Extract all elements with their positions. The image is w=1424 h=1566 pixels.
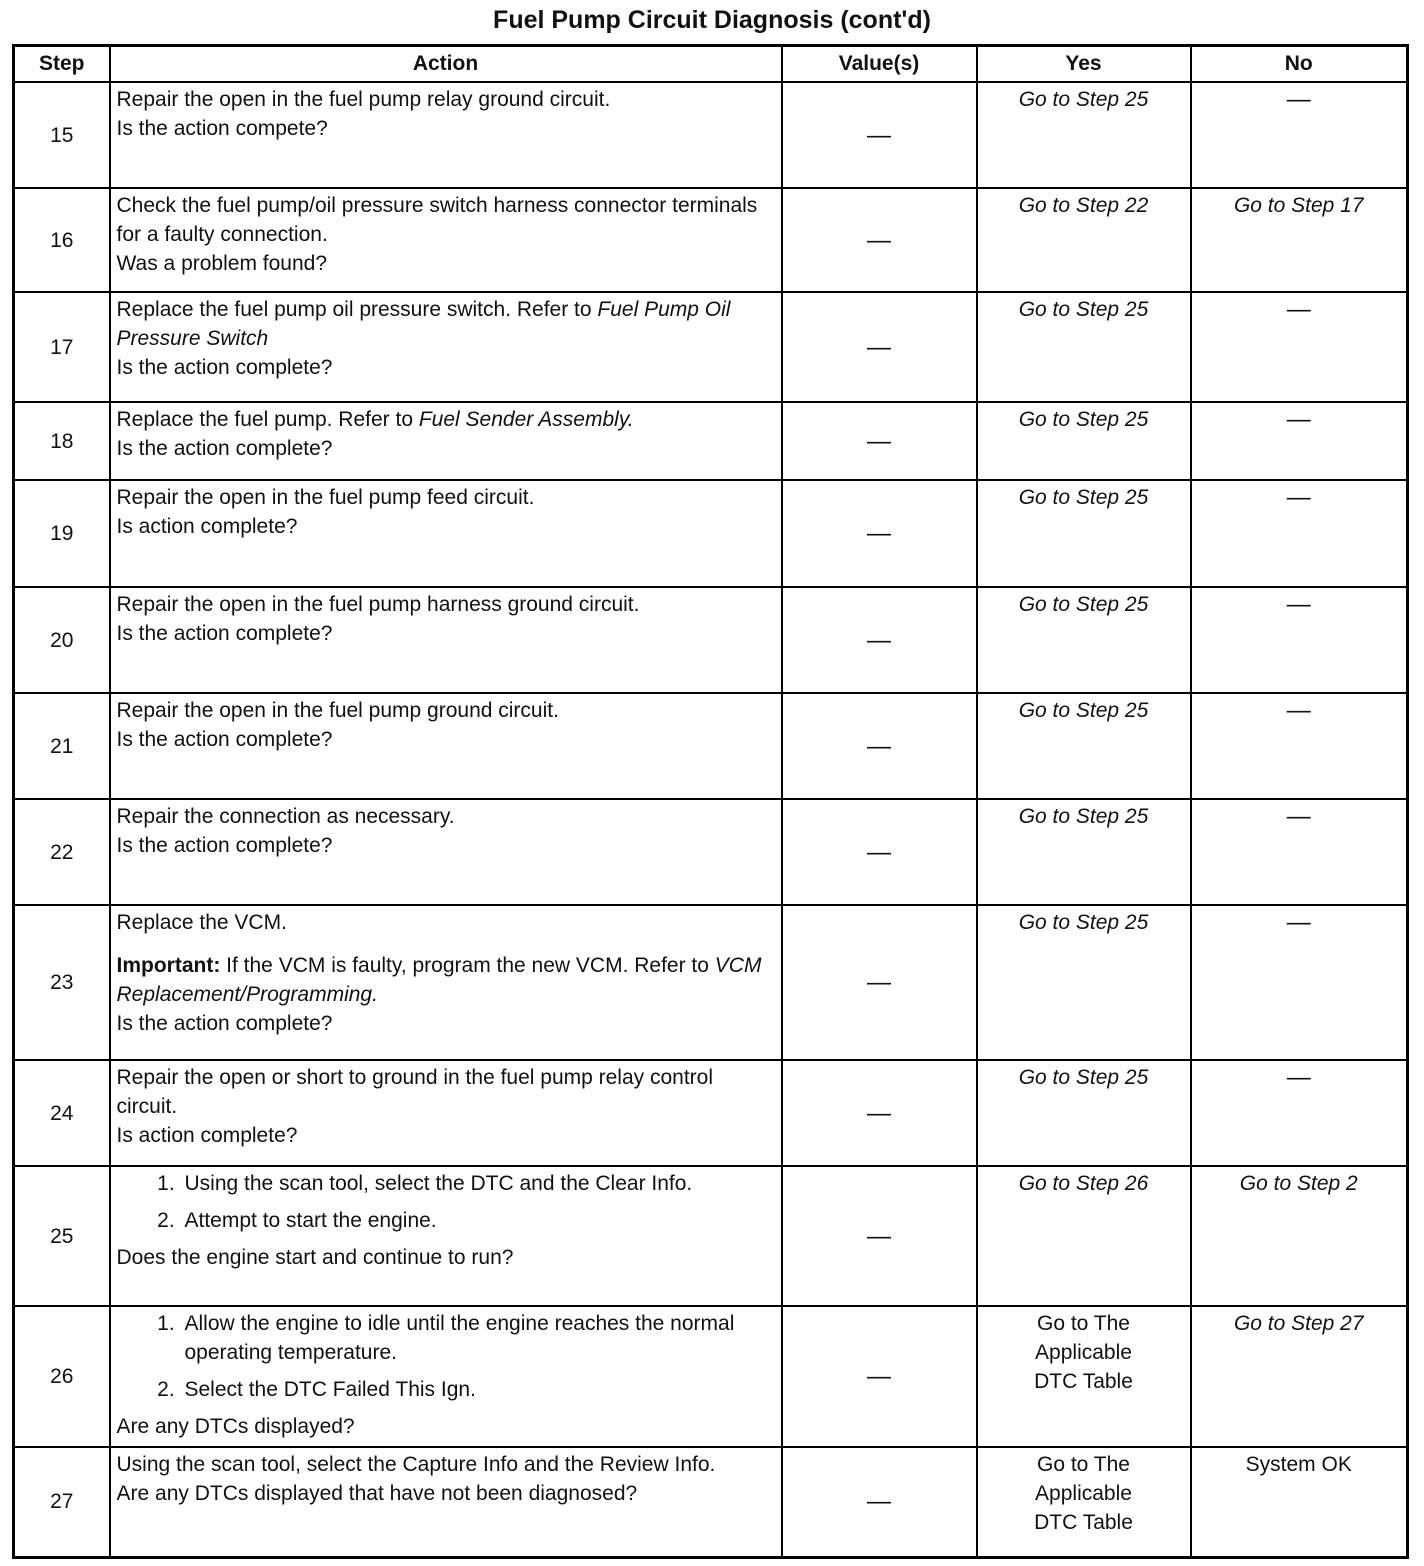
yes-outcome: Go to Step 25 — [1018, 486, 1149, 509]
action-question: Is action complete? — [116, 1124, 298, 1147]
action-instruction: Repair the open or short to ground in the fuel pump relay control circuit. — [116, 1066, 714, 1118]
instruction-text: Replace the fuel pump. Refer to — [116, 408, 419, 431]
step-number: 19 — [14, 480, 110, 587]
header-action: Action — [110, 46, 782, 83]
action-question: Are any DTCs displayed? — [116, 1415, 355, 1438]
yes-cell — [977, 292, 1191, 402]
value-cell: — — [782, 587, 977, 693]
no-cell — [1191, 905, 1408, 1060]
yes-cell — [977, 1060, 1191, 1166]
instruction-text: Replace the fuel pump oil pressure switch. Refer to — [116, 298, 598, 321]
list-item: 2. Attempt to start the engine. — [181, 1206, 775, 1235]
no-outcome: — — [1286, 803, 1311, 830]
header-row — [14, 46, 1408, 83]
action-instruction — [117, 405, 775, 434]
no-outcome: — — [1286, 1064, 1311, 1091]
yes-outcome: Go to Step 25 — [1018, 805, 1149, 828]
no-cell — [1191, 1060, 1408, 1166]
action-steps — [117, 1309, 775, 1412]
header-step: Step — [14, 46, 110, 83]
value-cell: — — [782, 799, 977, 905]
no-cell — [1191, 82, 1408, 188]
action-cell — [110, 693, 782, 799]
action-cell — [110, 905, 782, 1060]
step-number: 27 — [14, 1447, 110, 1557]
action-instruction — [117, 295, 775, 353]
no-cell — [1191, 480, 1408, 587]
step-number: 24 — [14, 1060, 110, 1166]
no-outcome: — — [1286, 591, 1311, 618]
no-cell — [1191, 402, 1408, 480]
table-row — [14, 82, 1408, 188]
step-number: 18 — [14, 402, 110, 480]
yes-outcome: Go to Step 25 — [1018, 408, 1149, 431]
action-question: Is action complete? — [116, 515, 298, 538]
no-cell — [1191, 693, 1408, 799]
important-text: If the VCM is faulty, program the new VCM. Refer to — [220, 954, 715, 977]
yes-outcome: Go to Step 25 — [1018, 88, 1149, 111]
value-cell: — — [782, 1166, 977, 1306]
table-row — [14, 188, 1408, 292]
action-question: Is the action complete? — [116, 437, 333, 460]
action-cell — [110, 480, 782, 587]
list-item: 1. Using the scan tool, select the DTC and the Clear Info. — [181, 1169, 775, 1198]
action-cell — [110, 1166, 782, 1306]
action-instruction: Repair the open in the fuel pump ground circuit. — [116, 699, 559, 722]
action-instruction: Repair the connection as necessary. — [116, 805, 455, 828]
yes-cell — [977, 1447, 1191, 1557]
action-question: Does the engine start and continue to run? — [116, 1246, 514, 1269]
step-number: 25 — [14, 1166, 110, 1306]
yes-outcome: Go to The Applicable DTC Table — [1034, 1312, 1133, 1393]
value-cell: — — [782, 905, 977, 1060]
value-cell: — — [782, 402, 977, 480]
action-question: Is the action complete? — [116, 356, 333, 379]
action-cell — [110, 82, 782, 188]
action-cell — [110, 292, 782, 402]
yes-outcome: Go to Step 25 — [1018, 593, 1149, 616]
action-body — [117, 908, 775, 1009]
yes-cell — [977, 905, 1191, 1060]
table-row — [14, 1060, 1408, 1166]
action-question: Was a problem found? — [116, 252, 328, 275]
no-outcome: — — [1286, 909, 1311, 936]
table-row — [14, 905, 1408, 1060]
table-row — [14, 1166, 1408, 1306]
table-row — [14, 693, 1408, 799]
no-outcome: Go to Step 2 — [1239, 1172, 1358, 1195]
table-row — [14, 587, 1408, 693]
reference-link[interactable]: Fuel Pump Oil Pressure Switch — [116, 298, 731, 350]
yes-cell — [977, 693, 1191, 799]
yes-outcome: Go to Step 25 — [1018, 298, 1149, 321]
step-number: 15 — [14, 82, 110, 188]
action-question: Is the action complete? — [116, 728, 333, 751]
value-cell: — — [782, 188, 977, 292]
page-title: Fuel Pump Circuit Diagnosis (cont'd) — [493, 6, 931, 34]
value-cell: — — [782, 1060, 977, 1166]
header-yes: Yes — [977, 46, 1191, 83]
step-number: 17 — [14, 292, 110, 402]
list-item: 2. Select the DTC Failed This Ign. — [181, 1375, 775, 1404]
no-outcome: Go to Step 27 — [1233, 1312, 1364, 1335]
table-row — [14, 402, 1408, 480]
action-cell — [110, 587, 782, 693]
action-question: Is the action complete? — [116, 622, 333, 645]
yes-cell — [977, 1306, 1191, 1447]
step-number: 16 — [14, 188, 110, 292]
action-question: Is the action complete? — [116, 1012, 333, 1035]
action-instruction: Using the scan tool, select the Capture Info and the Review Info. — [116, 1453, 716, 1476]
step-number: 22 — [14, 799, 110, 905]
no-cell — [1191, 587, 1408, 693]
step-number: 21 — [14, 693, 110, 799]
action-cell — [110, 799, 782, 905]
yes-cell — [977, 402, 1191, 480]
action-question: Is the action complete? — [116, 834, 333, 857]
yes-outcome: Go to Step 22 — [1018, 194, 1149, 217]
yes-cell — [977, 480, 1191, 587]
action-instruction: Check the fuel pump/oil pressure switch harness connector terminals for a faulty connection. — [116, 194, 758, 246]
value-cell: — — [782, 693, 977, 799]
table-row — [14, 480, 1408, 587]
action-question: Are any DTCs displayed that have not been diagnosed? — [116, 1482, 638, 1505]
value-cell: — — [782, 1306, 977, 1447]
no-cell — [1191, 1306, 1408, 1447]
table-row — [14, 1447, 1408, 1557]
action-instruction: Repair the open in the fuel pump harness ground circuit. — [116, 593, 640, 616]
yes-cell — [977, 188, 1191, 292]
no-outcome: System OK — [1245, 1453, 1352, 1476]
yes-cell — [977, 1166, 1191, 1306]
action-cell — [110, 1306, 782, 1447]
header-values: Value(s) — [782, 46, 977, 83]
yes-outcome: Go to Step 25 — [1018, 911, 1149, 934]
step-number: 26 — [14, 1306, 110, 1447]
no-cell — [1191, 1447, 1408, 1557]
yes-cell — [977, 587, 1191, 693]
reference-link[interactable]: VCM Replacement/Programming. — [116, 954, 762, 1006]
no-outcome: — — [1286, 86, 1311, 113]
no-outcome: Go to Step 17 — [1233, 194, 1364, 217]
table-row — [14, 799, 1408, 905]
yes-outcome: Go to Step 25 — [1018, 699, 1149, 722]
step-number: 23 — [14, 905, 110, 1060]
no-cell — [1191, 188, 1408, 292]
no-outcome: — — [1286, 697, 1311, 724]
important-label: Important: — [116, 954, 221, 977]
value-cell: — — [782, 82, 977, 188]
step-number: 20 — [14, 587, 110, 693]
action-instruction: Repair the open in the fuel pump feed circuit. — [116, 486, 535, 509]
action-cell — [110, 188, 782, 292]
value-cell: — — [782, 480, 977, 587]
action-cell — [110, 1447, 782, 1557]
action-instruction: Replace the VCM. — [116, 911, 287, 934]
no-outcome: — — [1286, 484, 1311, 511]
no-outcome: — — [1286, 296, 1311, 323]
no-cell — [1191, 799, 1408, 905]
value-cell: — — [782, 1447, 977, 1557]
list-item: 1. Allow the engine to idle until the engine reaches the normal operating temperature. — [181, 1309, 775, 1367]
no-outcome: — — [1286, 406, 1311, 433]
action-question: Is the action compete? — [116, 117, 328, 140]
yes-outcome: Go to Step 26 — [1018, 1172, 1149, 1195]
header-no: No — [1191, 46, 1408, 83]
yes-outcome: Go to Step 25 — [1018, 1066, 1149, 1089]
no-cell — [1191, 1166, 1408, 1306]
value-cell: — — [782, 292, 977, 402]
table-row — [14, 1306, 1408, 1447]
action-instruction: Repair the open in the fuel pump relay ground circuit. — [116, 88, 611, 111]
action-cell — [110, 1060, 782, 1166]
action-cell — [110, 402, 782, 480]
reference-link[interactable]: Fuel Sender Assembly. — [418, 408, 634, 431]
important-note — [117, 951, 775, 1009]
diagnosis-table — [12, 44, 1409, 1559]
yes-outcome: Go to The Applicable DTC Table — [1034, 1453, 1133, 1534]
action-steps — [117, 1169, 775, 1243]
table-row — [14, 292, 1408, 402]
no-cell — [1191, 292, 1408, 402]
yes-cell — [977, 82, 1191, 188]
yes-cell — [977, 799, 1191, 905]
